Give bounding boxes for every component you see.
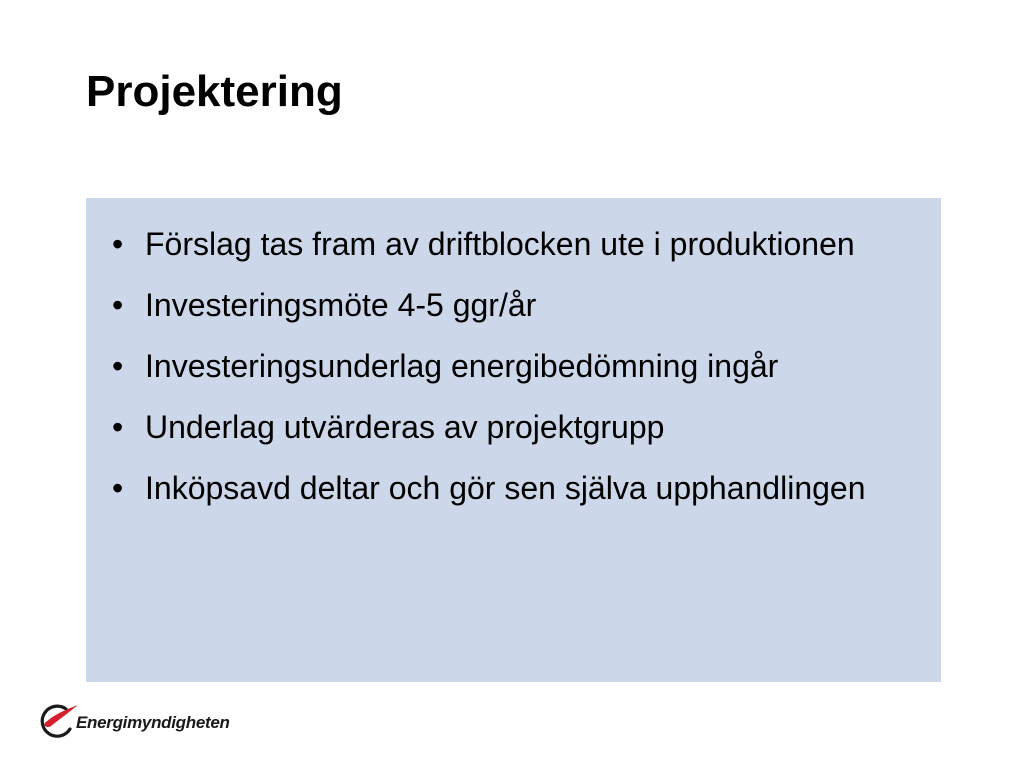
- bullet-item: [86, 464, 941, 512]
- content-box: [86, 198, 941, 682]
- bullet-mark: •: [112, 470, 124, 506]
- bullet-text: Underlag utvärderas av projektgrupp: [145, 409, 665, 445]
- bullet-text: Investeringsmöte 4-5 ggr/år: [145, 287, 537, 323]
- bullet-mark: •: [112, 226, 124, 262]
- bullet-item: [86, 342, 941, 390]
- bullet-item: [86, 220, 941, 268]
- bullet-mark: •: [112, 348, 124, 384]
- bullet-text: Inköpsavd deltar och gör sen själva upphandlingen: [145, 470, 866, 506]
- slide-title: Projektering: [86, 67, 343, 116]
- bullet-mark: •: [112, 409, 124, 445]
- bullet-item: [86, 281, 941, 329]
- energimyndigheten-logo-icon: [36, 700, 80, 742]
- bullet-text: Investeringsunderlag energibedömning ingår: [145, 348, 779, 384]
- bullet-item: [86, 403, 941, 451]
- bullet-text: Förslag tas fram av driftblocken ute i produktionen: [145, 226, 855, 262]
- bullet-mark: •: [112, 287, 124, 323]
- logo-text: Energimyndigheten: [76, 713, 230, 732]
- bullet-list: [86, 220, 941, 525]
- logo: [36, 700, 230, 742]
